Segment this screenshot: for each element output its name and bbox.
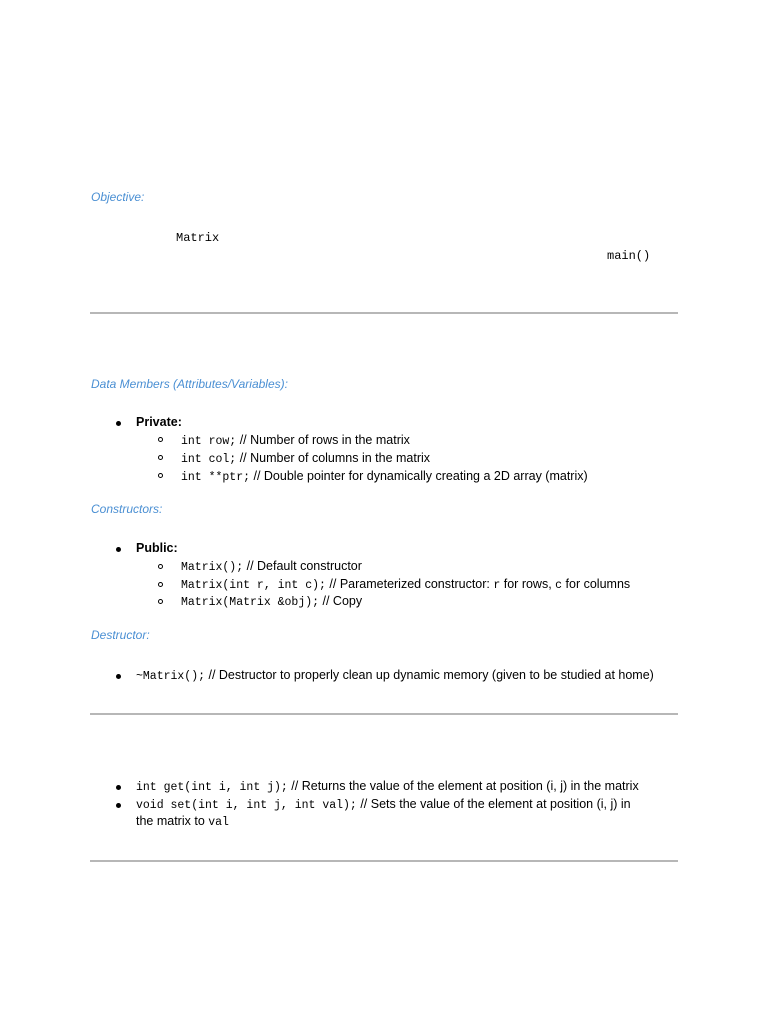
class-name-text: Matrix (176, 231, 220, 245)
circle-bullet-icon (158, 437, 163, 442)
constructor-default: Matrix(); // Default constructor (181, 559, 362, 574)
data-members-heading: Data Members (Attributes/Variables): (91, 377, 288, 391)
constructors-heading: Constructors: (91, 502, 163, 516)
bullet-icon (116, 803, 121, 808)
circle-bullet-icon (158, 599, 163, 604)
bullet-icon (116, 785, 121, 790)
destructor-heading: Destructor: (91, 628, 150, 642)
method-set: void set(int i, int j, int val); // Sets the value of the element at position (i, j) in (136, 797, 631, 812)
bullet-icon (116, 547, 121, 552)
constructor-copy: Matrix(Matrix &obj); // Copy (181, 594, 363, 609)
method-set-continuation: the matrix to val (136, 814, 229, 829)
destructor-line: ~Matrix(); // Destructor to properly clean up dynamic memory (given to be studied at home) (136, 668, 654, 683)
objective-heading: Objective: (91, 190, 145, 204)
section-divider (90, 860, 678, 862)
member-ptr: int **ptr; // Double pointer for dynamically creating a 2D array (matrix) (181, 469, 588, 484)
public-label: Public: (136, 541, 178, 555)
constructor-parameterized: Matrix(int r, int c); // Parameterized constructor: r for rows, c for columns (181, 577, 631, 592)
main-function-text: main() (607, 249, 651, 263)
circle-bullet-icon (158, 473, 163, 478)
section-divider (90, 312, 678, 314)
bullet-icon (116, 421, 121, 426)
circle-bullet-icon (158, 455, 163, 460)
member-row: int row; // Number of rows in the matrix (181, 433, 410, 448)
private-label: Private: (136, 415, 182, 429)
circle-bullet-icon (158, 564, 163, 569)
section-divider (90, 713, 678, 715)
bullet-icon (116, 674, 121, 679)
circle-bullet-icon (158, 582, 163, 587)
member-col: int col; // Number of columns in the matrix (181, 451, 431, 466)
method-get: int get(int i, int j); // Returns the value of the element at position (i, j) in the matrix (136, 779, 639, 794)
